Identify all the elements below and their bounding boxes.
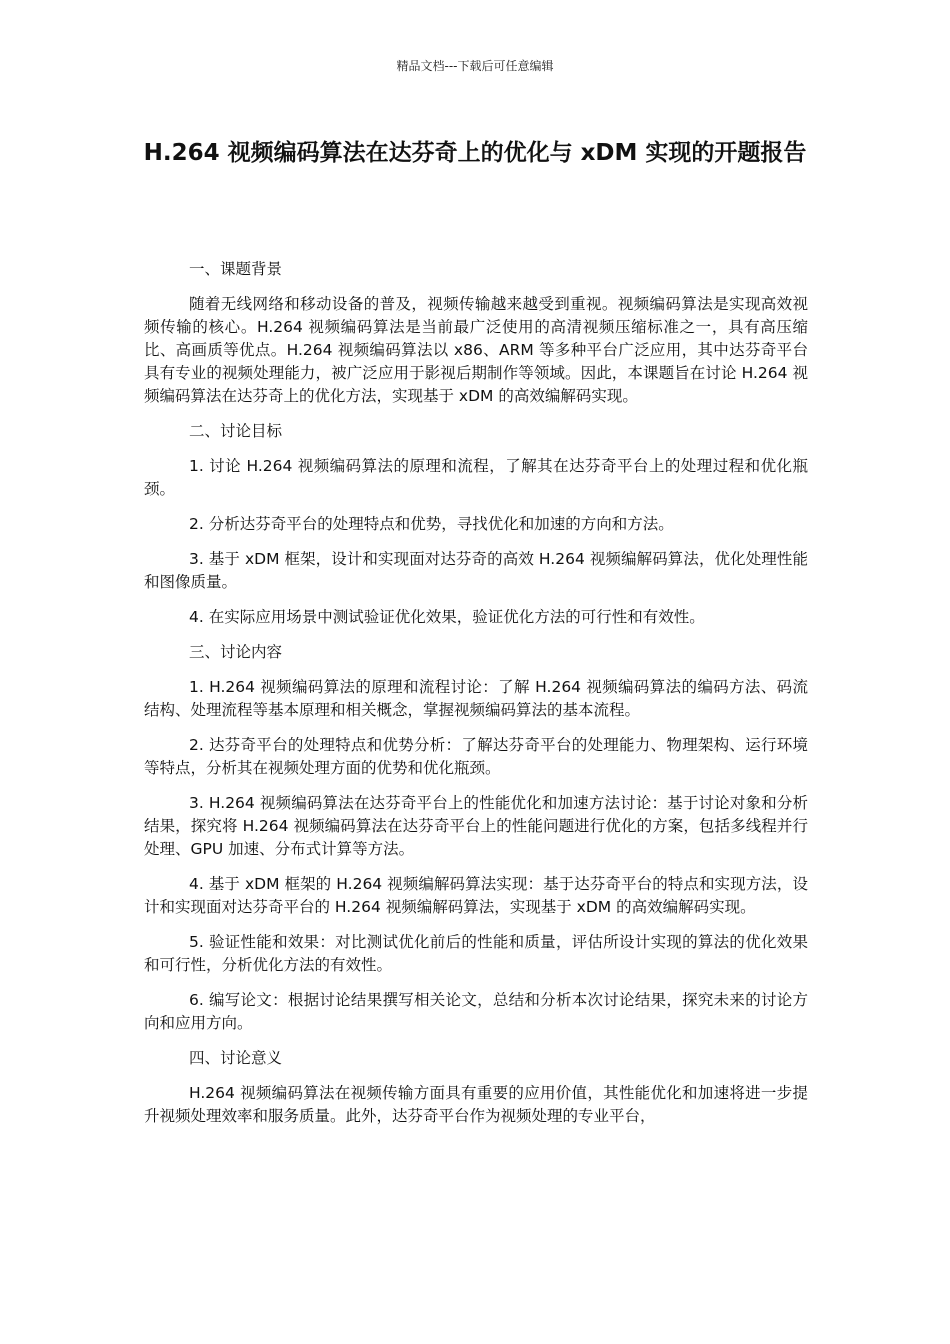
paragraph: 随着无线网络和移动设备的普及，视频传输越来越受到重视。视频编码算法是实现高效视频传输的核心。H.264 视频编码算法是当前最广泛使用的高清视频压缩标准之一，具有高压缩比、高画质等优点。H.264 视频编码算法以 x86、ARM 等多种平台广泛应用，其中达芬奇平台具有专业的视频处理能力，被广泛应用于影视后期制作等领域。因此，本课题旨在讨论 H.264 视频编码算法在达芬奇上的优化方法，实现基于 xDM 的高效编解码实现。 [144, 295, 808, 405]
section-heading: 二、讨论目标 [189, 422, 283, 440]
paragraph: 4. 在实际应用场景中测试验证优化效果，验证优化方法的可行性和有效性。 [189, 608, 705, 626]
paragraph: 1. 讨论 H.264 视频编码算法的原理和流程，了解其在达芬奇平台上的处理过程和优化瓶颈。 [144, 457, 808, 498]
paragraph: 5. 验证性能和效果：对比测试优化前后的性能和质量，评估所设计实现的算法的优化效果和可行性，分析优化方法的有效性。 [144, 933, 808, 974]
section-heading: 四、讨论意义 [189, 1049, 283, 1067]
paragraph: 4. 基于 xDM 框架的 H.264 视频编解码算法实现：基于达芬奇平台的特点和实现方法，设计和实现面对达芬奇平台的 H.264 视频编解码算法，实现基于 xDM 的高效编解码实现。 [144, 875, 808, 916]
paragraph: 6. 编写论文：根据讨论结果撰写相关论文，总结和分析本次讨论结果，探究未来的讨论方向和应用方向。 [144, 991, 808, 1032]
document-body [144, 258, 808, 1140]
document-title: H.264 视频编码算法在达芬奇上的优化与 xDM 实现的开题报告 [143, 140, 807, 166]
paragraph: 3. 基于 xDM 框架，设计和实现面对达芬奇的高效 H.264 视频编解码算法，优化处理性能和图像质量。 [144, 550, 808, 591]
section-heading: 三、讨论内容 [189, 643, 283, 661]
paragraph: 1. H.264 视频编码算法的原理和流程讨论：了解 H.264 视频编码算法的编码方法、码流结构、处理流程等基本原理和相关概念，掌握视频编码算法的基本流程。 [144, 678, 808, 719]
paragraph: H.264 视频编码算法在视频传输方面具有重要的应用价值，其性能优化和加速将进一步提升视频处理效率和服务质量。此外，达芬奇平台作为视频处理的专业平台， [144, 1084, 808, 1125]
section-heading: 一、课题背景 [189, 260, 283, 278]
paragraph: 2. 分析达芬奇平台的处理特点和优势，寻找优化和加速的方向和方法。 [189, 515, 674, 533]
paragraph: 3. H.264 视频编码算法在达芬奇平台上的性能优化和加速方法讨论：基于讨论对象和分析结果，探究将 H.264 视频编码算法在达芬奇平台上的性能问题进行优化的方案，包括多线程并行处理、GPU 加速、分布式计算等方法。 [144, 794, 808, 858]
paragraph: 2. 达芬奇平台的处理特点和优势分析：了解达芬奇平台的处理能力、物理架构、运行环境等特点，分析其在视频处理方面的优势和优化瓶颈。 [144, 736, 808, 777]
header-note: 精品文档---下载后可任意编辑 [396, 59, 554, 73]
